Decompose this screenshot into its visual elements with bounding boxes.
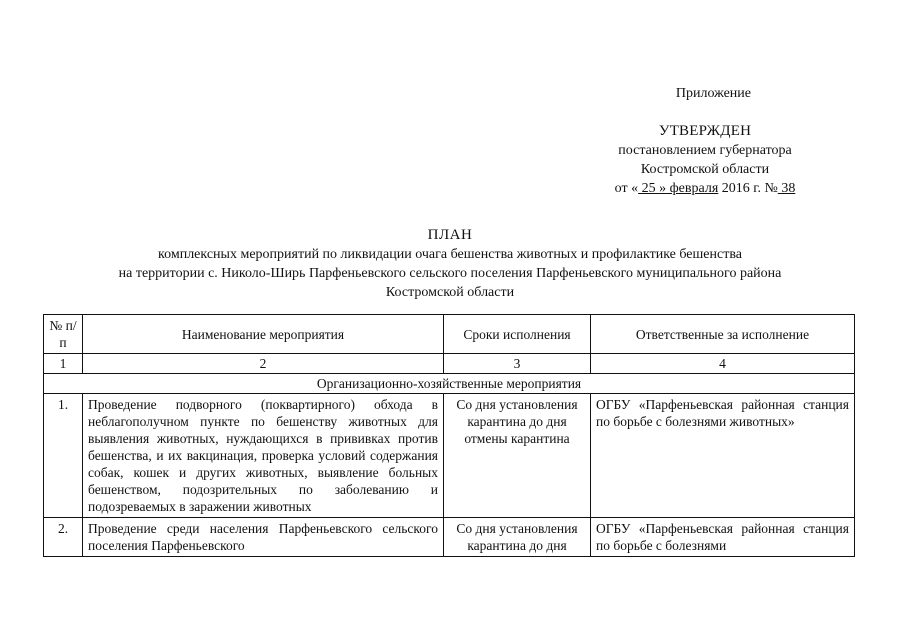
header-responsible: Ответственные за исполнение xyxy=(591,315,855,354)
header-num: № п/п xyxy=(44,315,83,354)
decree-number: 38 xyxy=(777,181,796,196)
header-term: Сроки исполнения xyxy=(444,315,591,354)
date-prefix: от « xyxy=(614,181,639,196)
document-title xyxy=(60,226,840,302)
row-responsible xyxy=(591,518,855,557)
header-name: Наименование мероприятия xyxy=(83,315,444,354)
row-number-text: 2. xyxy=(57,521,69,536)
column-number-row xyxy=(44,354,855,374)
row-name xyxy=(83,518,444,557)
col-number: 4 xyxy=(591,354,855,374)
date-day: 25 xyxy=(638,181,660,196)
row-term: Со дня установления карантина до дня отмены карантина xyxy=(444,394,591,518)
region-line: Костромской области xyxy=(640,162,770,177)
row-number xyxy=(44,518,83,557)
table-row xyxy=(44,394,855,518)
date-month: февраля xyxy=(666,181,719,196)
plan-heading: ПЛАН xyxy=(427,227,473,243)
decree-line: постановлением губернатора xyxy=(618,143,792,158)
row-responsible-text: ОГБУ «Парфеньевская районная станция по борьбе с болезнями xyxy=(596,521,849,553)
section-row xyxy=(44,374,855,394)
title-line-2: на территории с. Николо-Ширь Парфеньевского сельского поселения Парфеньевского муниципального района xyxy=(118,266,782,281)
col-number: 1 xyxy=(44,354,83,374)
plan-table xyxy=(43,314,855,557)
date-year: 2016 г. № xyxy=(718,181,778,196)
row-name-text: Проведение среди населения Парфеньевского сельского поселения Парфеньевского xyxy=(88,521,438,553)
date-line xyxy=(575,179,835,198)
table-header-row xyxy=(44,315,855,354)
col-number: 2 xyxy=(83,354,444,374)
row-name: Проведение подворного (поквартирного) обхода в неблагополучном пункте по бешенству животных для выявления животных, нуждающихся в прививках против бешенства, и их вакцинация, проверка условий содержания собак, кошек и других животных, выявление больных бешенством, подозрительных по заболеванию и подозреваемых в заражении животных xyxy=(83,394,444,518)
date-mid: » xyxy=(659,181,667,196)
title-line-1: комплексных мероприятий по ликвидации очага бешенства животных и профилактике бешенства xyxy=(158,247,742,262)
row-term-text: Со дня установления карантина до дня xyxy=(456,521,578,553)
section-title: Организационно-хозяйственные мероприятия xyxy=(44,374,855,394)
row-term xyxy=(444,518,591,557)
approved-label: УТВЕРЖДЕН xyxy=(658,123,752,139)
approval-block xyxy=(575,122,835,198)
row-number: 1. xyxy=(44,394,83,518)
title-line-3: Костромской области xyxy=(385,285,515,300)
appendix-label: Приложение xyxy=(675,86,751,101)
table-row xyxy=(44,518,855,557)
row-responsible: ОГБУ «Парфеньевская районная станция по борьбе с болезнями животных» xyxy=(591,394,855,518)
col-number: 3 xyxy=(444,354,591,374)
